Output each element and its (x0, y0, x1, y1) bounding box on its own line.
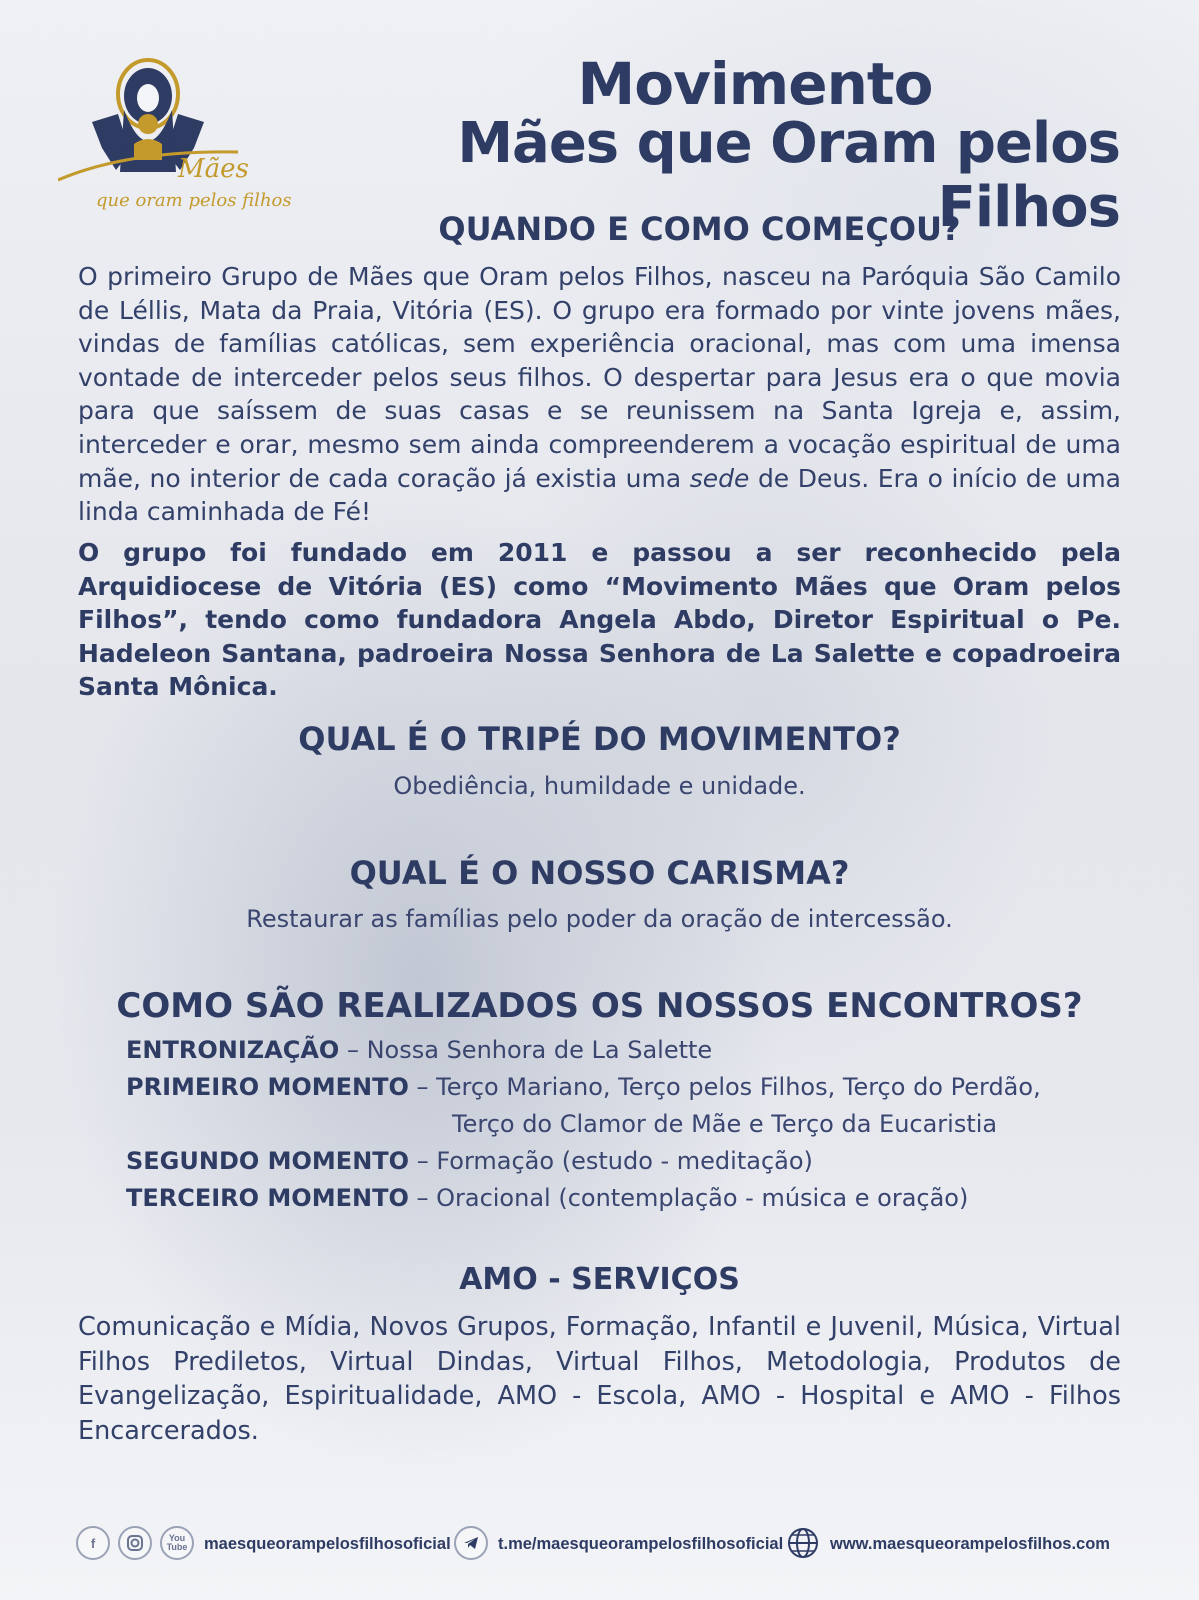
encontro-item-continued: Terço do Clamor de Mãe e Terço da Eucaristia (452, 1110, 998, 1138)
telegram-icon[interactable] (454, 1526, 488, 1560)
paragraph-servicos: Comunicação e Mídia, Novos Grupos, Formação, Infantil e Juvenil, Música, Virtual Filhos Prediletos, Virtual Dindas, Virtual Filhos, Metodologia, Produtos de Evangelização, Espiritualidade, AMO - Escola, AMO - Hospital e AMO - Filhos Encarcerados. (78, 1312, 1121, 1446)
website-link[interactable]: www.maesqueorampelosfilhos.com (830, 1535, 1110, 1553)
encontro-item: SEGUNDO MOMENTO – Formação (estudo - meditação) (126, 1147, 813, 1175)
encontro-item: PRIMEIRO MOMENTO – Terço Mariano, Terço pelos Filhos, Terço do Perdão, (126, 1073, 1041, 1101)
encontro-item: TERCEIRO MOMENTO – Oracional (contemplação - música e oração) (126, 1184, 969, 1212)
paragraph-history: O primeiro Grupo de Mães que Oram pelos Filhos, nasceu na Paróquia São Camilo de Léllis, Mata da Praia, Vitória (ES). O grupo era formado por vinte jovens mães, vindas de famílias católicas, sem experiência oracional, mas com uma imensa vontade de interceder pelos seus filhos. O despertar para Jesus era o que movia para que saíssem de suas casas e se reunissem na Santa Igreja e, assim, interceder e orar, mesmo sem ainda compreenderem a vocação espiritual de uma mãe, no interior de cada coração já existia uma sede de Deus. Era o início de uma linda caminhada de Fé! (78, 262, 1121, 527)
encontro-item: ENTRONIZAÇÃO – Nossa Senhora de La Salette (126, 1036, 713, 1064)
youtube-icon[interactable]: You Tube (160, 1526, 194, 1560)
facebook-icon[interactable]: f (76, 1526, 110, 1560)
footer (76, 1524, 1126, 1564)
heading-carisma: QUAL É O NOSSO CARISMA? (349, 854, 850, 892)
italic-sede: sede (689, 463, 750, 493)
text-tripe: Obediência, humildade e unidade. (393, 772, 806, 800)
social-handle-link[interactable]: maesqueorampelosfilhosoficial (204, 1535, 451, 1553)
globe-icon (786, 1526, 820, 1560)
heading-quando: QUANDO E COMO COMEÇOU? (438, 210, 961, 248)
page-title-line2: Mães que Oram pelos Filhos (457, 111, 1120, 240)
paragraph-foundation: O grupo foi fundado em 2011 e passou a ser reconhecido pela Arquidiocese de Vitória (ES) como “Movimento Mães que Oram pelos Filhos”, tendo como fundadora Angela Abdo, Diretor Espiritual o Pe. Hadeleon Santana, padroeira Nossa Senhora de La Salette e copadroeira Santa Mônica. (78, 538, 1121, 702)
instagram-icon[interactable] (118, 1526, 152, 1560)
heading-encontros: COMO SÃO REALIZADOS OS NOSSOS ENCONTROS? (116, 986, 1083, 1026)
text-carisma: Restaurar as famílias pelo poder da oração de intercessão. (246, 905, 953, 933)
heading-amo-servicos: AMO - SERVIÇOS (459, 1262, 740, 1297)
telegram-link[interactable]: t.me/maesqueorampelosfilhosoficial (498, 1535, 784, 1553)
heading-tripe: QUAL É O TRIPÉ DO MOVIMENTO? (298, 720, 901, 758)
logo-maes: Mães (178, 154, 249, 184)
page-title-line1: Movimento (577, 50, 933, 118)
logo-tagline: que oram pelos filhos (96, 190, 292, 211)
